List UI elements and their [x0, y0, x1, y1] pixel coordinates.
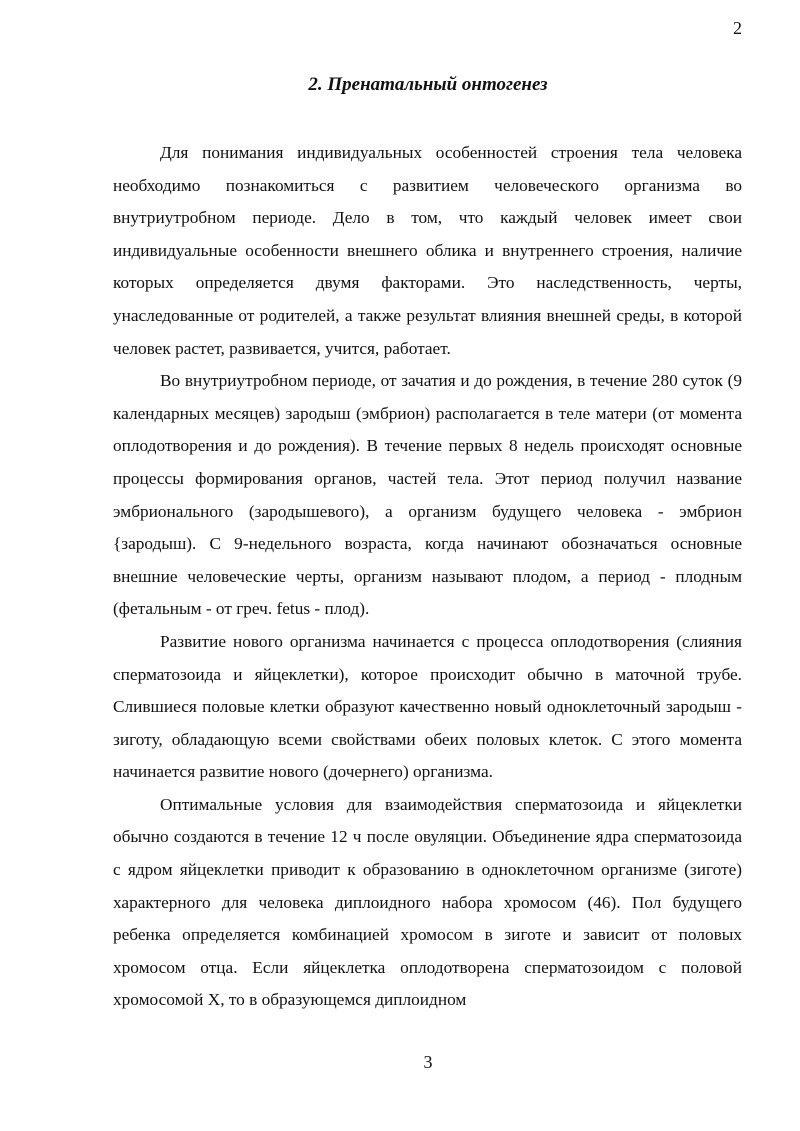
paragraph-1: Для понимания индивидуальных особенностей строения тела человека необходимо познакомиться с развитием человеческого организма во внутриутробном периоде. Дело в том, что каждый человек имеет свои индивидуальные особенности внешнего облика и внутреннего строения, наличие которых определяется двумя факторами. Это наследственность, черты, унаследованные от родителей, а также результат влияния внешней среды, в которой человек растет, развивается, учится, работает.	[113, 143, 742, 358]
body-text	[113, 137, 742, 1017]
page-number-top: 2	[733, 18, 742, 38]
paragraph-4: Оптимальные условия для взаимодействия сперматозоида и яйцеклетки обычно создаются в течение 12 ч после овуляции. Объединение ядра сперматозоида с ядром яйцеклетки приводит к образованию в одноклеточном организме (зиготе) характерного для человека диплоидного набора хромосом (46). Пол будущего ребенка определяется комбинацией хромосом в зиготе и зависит от половых хромосом отца. Если яйцеклетка оплодотворена сперматозоидом с половой хромосомой X, то в образующемся диплоидном	[113, 794, 742, 1010]
section-heading: 2. Пренатальный онтогенез	[308, 74, 548, 95]
paragraph-3: Развитие нового организма начинается с процесса оплодотворения (слияния сперматозоида и яйцеклетки), которое происходит обычно в маточной трубе. Слившиеся половые клетки образуют качественно новый одноклеточный зародыш - зиготу, обладающую всеми свойствами обеих половых клеток. С этого момента начинается развитие нового (дочернего) организма.	[113, 631, 742, 782]
paragraph-2: Во внутриутробном периоде, от зачатия и до рождения, в течение 280 суток (9 календарных месяцев) зародыш (эмбрион) располагается в теле матери (от момента оплодотворения и до рождения). В течение первых 8 недель происходят основные процессы формирования органов, частей тела. Этот период получил название эмбрионального (зародышевого), а организм будущего человека - эмбрион {зародыш). С 9-недельного возраста, когда начинают обозначаться основные внешние человеческие черты, организм называют плодом, а период - плодным (фетальным - от греч. fetus - плод).	[113, 371, 742, 619]
page-number-bottom: 3	[423, 1052, 433, 1072]
